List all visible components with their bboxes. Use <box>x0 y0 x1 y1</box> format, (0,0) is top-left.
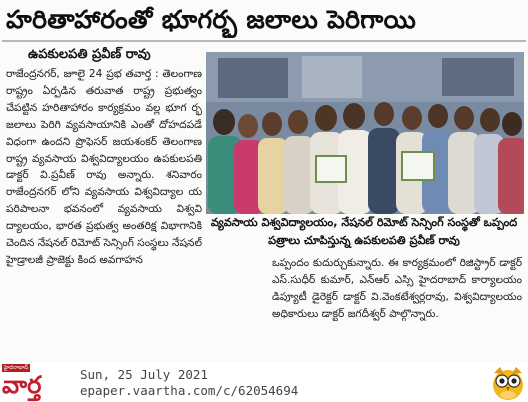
article-column-left: రాజేంద్రనగర్, జూలై 24 ప్రభ తవార్త : తెలంగాణ రాష్ట్రం ఏర్పడిన తరువాత రాష్ట్ర ప్రభుత్వం చేపట్టిన హరితాహారం కార్యక్రమం వల్ల భూగ ర్భ జలాలు పెరిగి వ్యవసాయానికి ఎంతో దోహదపడే విధంగా ఉందని ప్రొఫెసర్ జయశంకర్ తెలంగాణ రాష్ట్ర వ్యవసాయ విశ్వవిద్యాలయం ఉపకులపతి డాక్టర్ వి.ప్రవీణ్ రావు అన్నారు. శనివారం రాజేంద్రనగర్ లోని వ్యవసాయ విశ్వవిద్యాల య పరిపాలనా భవనంలో వ్యవసాయ విశ్వవి ద్యాలయం, భారత ప్రభుత్వ అంతరిక్ష విభాగానికి చెందిన నేషనల్ రిమోట్ సెన్సింగ్ సంస్థలు నేషనల్ హైడ్రాలజీ ప్రాజెక్టు కింద అవగాహన <box>6 68 202 266</box>
logo-edition-label: హైదరాబాద్ <box>3 365 29 371</box>
epaper-footer <box>0 362 528 402</box>
owl-icon <box>490 363 526 401</box>
edition-date: Sun, 25 July 2021 <box>80 367 208 382</box>
group-photo-illustration <box>206 52 524 214</box>
article-headline: హరితాహారంతో భూగర్భ జలాలు పెరిగాయి <box>6 5 417 34</box>
logo-wordmark: వార్త <box>2 371 42 399</box>
photo-caption: వ్యవసాయ విశ్వవిద్యాలయం, నేషనల్ రిమోట్ సెన్సింగ్ సంస్థతో ఒప్పంద పత్రాలు చూపిస్తున్న ఉపకులపతి ప్రవీణ్ రావు <box>210 216 518 247</box>
article-byline: ఉపకులపతి ప్రవీణ్ రావు <box>28 47 151 62</box>
article-photo <box>206 52 524 214</box>
headline-divider <box>2 40 526 42</box>
vaartha-logo[interactable] <box>2 364 74 398</box>
epaper-link[interactable]: epaper.vaartha.com/c/62054694 <box>80 383 299 398</box>
article-column-continued: ఒప్పందం కుదుర్చుకున్నారు. ఈ కార్యక్రమంలో రిజిస్ట్రార్ డాక్టర్ ఎస్.సుధీర్ కుమార్, ఎన్ఆర్ ఎస్సి హైదరాబాద్ కార్యాలయం డిప్యూటీ డైరెక్టర్ డాక్టర్ వి.వెంకటేశ్వర్లరావు, విశ్వవిద్యాలయం అధికారులు డాక్టర్ జగదీశ్వర్ పాల్గొన్నారు. <box>272 257 522 320</box>
